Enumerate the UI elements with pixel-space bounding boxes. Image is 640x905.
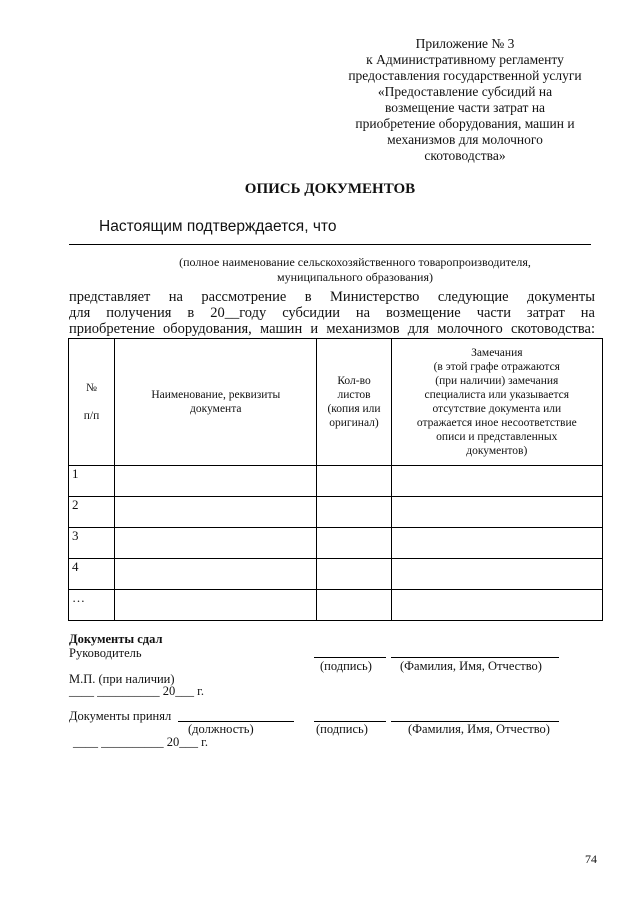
accepted-label: Документы принял [69,709,172,723]
header-number-text: № п/п [83,382,100,422]
row-number: 3 [69,528,115,559]
row-remarks-cell[interactable] [391,528,602,559]
paragraph-line: приобретение оборудования, машин и механизмов для молочного скотоводства: [69,321,595,337]
row-sheet-count-cell[interactable] [317,528,391,559]
header-document-name-text: Наименование, реквизиты документа [151,389,281,415]
annex-line: к Административному регламенту [366,52,564,67]
row-number: … [69,590,115,621]
row-remarks-cell[interactable] [391,559,602,590]
row-sheet-count-cell[interactable] [317,590,391,621]
annex-line: механизмов для молочного [387,132,543,147]
row-document-name-cell[interactable] [115,497,317,528]
fio-caption: (Фамилия, Имя, Отчество) [400,659,542,673]
header-remarks-text: Замечания (в этой графе отражаются (при наличии) замечания специалиста или указывается отсутствие документа или отражается иное несоответствие описи и представленных документов) [416,347,577,457]
date-line[interactable]: ____ __________ 20___ г. [73,735,208,749]
row-remarks-cell[interactable] [391,590,602,621]
producer-name-line [69,244,591,245]
table-row [69,466,603,497]
annex-line: «Предоставление субсидий на [377,84,553,99]
fio-line[interactable] [391,657,559,658]
row-sheet-count-cell[interactable] [317,466,391,497]
hint-line: (полное наименование сельскохозяйственного товаропроизводителя, [179,255,531,269]
row-document-name-cell[interactable] [115,590,317,621]
header-number [69,339,115,466]
paragraph-line: для получения в 20__году субсидии на возмещение части затрат на [69,305,595,321]
producer-name-hint [150,255,560,285]
row-document-name-cell[interactable] [115,528,317,559]
row-remarks-cell[interactable] [391,466,602,497]
annex-line: Приложение № 3 [415,36,515,51]
signature-caption: (подпись) [320,659,372,673]
position-caption: (должность) [188,722,254,736]
annex-line: скотоводства» [424,148,506,163]
header-sheet-count [317,339,391,466]
submitted-heading: Документы сдал [69,632,163,646]
row-sheet-count-cell[interactable] [317,559,391,590]
row-document-name-cell[interactable] [115,466,317,497]
row-remarks-cell[interactable] [391,497,602,528]
row-document-name-cell[interactable] [115,559,317,590]
row-number: 2 [69,497,115,528]
paragraph-line: представляет на рассмотрение в Министерство следующие документы [69,289,595,305]
table-row [69,590,603,621]
row-number: 1 [69,466,115,497]
documents-table [68,338,603,621]
annex-line: возмещение части затрат на [384,100,546,115]
row-sheet-count-cell[interactable] [317,497,391,528]
intro-text: Настоящим подтверждается, что [99,218,337,235]
annex-line: предоставления государственной услуги [348,68,582,83]
row-number: 4 [69,559,115,590]
annex-line: приобретение оборудования, машин и [355,116,575,131]
header-sheet-count-text: Кол-во листов (копия или оригинал) [327,375,381,429]
annex-header [330,36,600,164]
date-line[interactable]: ____ __________ 20___ г. [69,684,204,698]
hint-line: муниципального образования) [277,270,433,284]
head-label: Руководитель [69,646,142,660]
page-title: ОПИСЬ ДОКУМЕНТОВ [244,181,416,197]
stamp-label: М.П. (при наличии) [69,672,175,686]
header-remarks [391,339,602,466]
signature-line[interactable] [314,657,386,658]
page-number: 74 [585,852,597,866]
header-document-name [115,339,317,466]
table-header-row [69,339,603,466]
signature-caption: (подпись) [316,722,368,736]
table-row [69,559,603,590]
fio-caption: (Фамилия, Имя, Отчество) [408,722,550,736]
table-row [69,497,603,528]
table-row [69,528,603,559]
submission-paragraph [69,289,595,337]
